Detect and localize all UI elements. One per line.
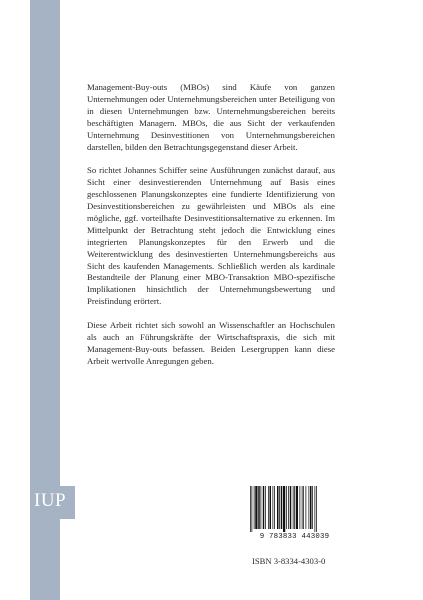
blurb-paragraph-3: Diese Arbeit richtet sich sowohl an Wissenschaftler an Hochschulen als auch an Führungskräfte der Wirtschaftspraxis, die sich mit Management-Buy-outs befassen. Beiden Lesergruppen kann diese Arbeit wertvolle Anregungen geben. <box>87 320 335 366</box>
publisher-logo <box>30 486 75 519</box>
barcode-bar <box>294 486 295 529</box>
barcode-bar <box>265 486 266 529</box>
barcode-bar <box>261 486 262 529</box>
barcode-bars <box>249 486 340 532</box>
barcode-bar <box>255 486 257 529</box>
barcode-bar <box>250 486 251 532</box>
barcode-bar <box>277 486 279 529</box>
blurb-text <box>87 82 335 380</box>
barcode-bar <box>283 486 285 532</box>
barcode-bar <box>274 486 275 529</box>
barcode-bar <box>296 486 298 529</box>
barcode-bar <box>306 486 307 529</box>
barcode-bar <box>290 486 292 529</box>
blurb-paragraph-1: Management-Buy-outs (MBOs) sind Käufe von ganzen Unternehmungen oder Unternehmungsbereichen unter Beteiligung von in diesen Unternehmungen bzw. Unternehmungsbereichen bereits beschäftigten Managern. MBOs, die aus Sicht der verkaufenden Unternehmung Desinvestitionen von Unternehmungsbereichen darstellen, bilden den Betrachtungsgegenstand dieser Arbeit. <box>87 82 335 152</box>
barcode <box>247 484 342 546</box>
barcode-bar <box>254 486 255 529</box>
barcode-bar <box>273 486 274 529</box>
barcode-bar <box>281 486 283 529</box>
barcode-bar <box>316 486 317 532</box>
isbn-number: ISBN 3-8334-4303-0 <box>252 556 326 566</box>
barcode-bar <box>288 486 289 529</box>
barcode-bar <box>286 486 287 529</box>
barcode-bar <box>300 486 301 529</box>
barcode-bar <box>315 486 316 532</box>
barcode-bar <box>309 486 310 529</box>
barcode-bar <box>263 486 265 529</box>
barcode-bar <box>252 486 253 532</box>
barcode-bar <box>268 486 269 529</box>
barcode-bar <box>270 486 272 529</box>
barcode-bar <box>312 486 313 529</box>
barcode-bar <box>258 486 260 529</box>
barcode-bar <box>310 486 312 529</box>
barcode-bar <box>279 486 280 529</box>
publisher-logo-text: IUP <box>34 490 67 511</box>
barcode-digits: 9 783833 443039 <box>259 533 330 541</box>
barcode-bar <box>293 486 294 529</box>
barcode-bar <box>303 486 304 529</box>
barcode-bar <box>302 486 303 529</box>
blurb-paragraph-2: So richtet Johannes Schiffer seine Ausführungen zunächst darauf, aus Sicht einer desinvestierenden Unternehmung auf Basis eines geschlossenen Planungskonzeptes eine fundierte Identifizierung von Desinvestitionsbereichen zu gewährleisten und MBOs als eine mögliche, ggf. vorteilhafte Desinvestitionsalternative zu erkennen. Im Mittelpunkt der Betrachtung steht jedoch die Entwicklung eines integrierten Planungskonzeptes für den Erwerb und die Weiterentwicklung des desinvestierten Unternehmungsbereichs aus Sicht des kaufenden Managements. Schließlich werden als kardinale Bestandteile der Planung einer MBO-Transaktion MBO-spezifische Implikationen hinsichtlich der Unternehmungsbewertung und Preisfindung erörtert. <box>87 165 335 307</box>
